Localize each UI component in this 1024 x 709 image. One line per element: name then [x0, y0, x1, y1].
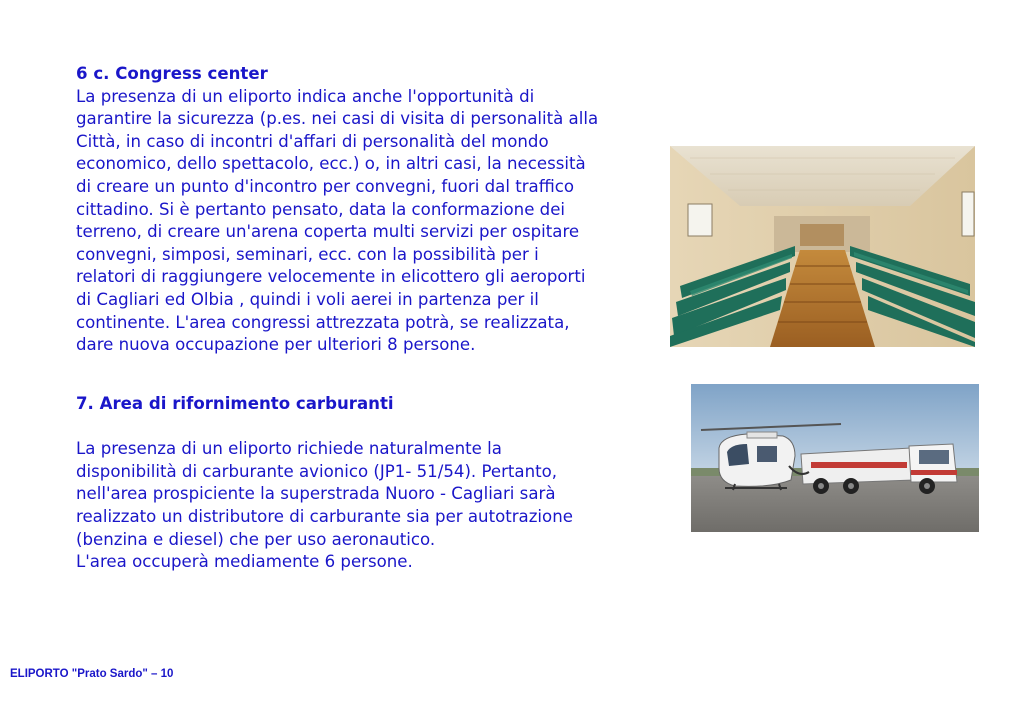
section-text: La presenza di un eliporto richiede naturalmente la disponibilità di carburante avionico (JP1- 51/54). Pertanto, nell'area prospiciente la superstrada Nuoro - Cagliari sarà realizzato un distributore di carburante sia per autotrazione (benzina e diesel) che per uso aeronautico. L'area occuperà mediamente 6 persone. [76, 439, 573, 572]
section-congress-center [76, 63, 672, 357]
helicopter-refueling-photo [691, 384, 979, 532]
section-heading: 6 c. Congress center [76, 64, 268, 83]
page-footer: ELIPORTO "Prato Sardo" – 10 [10, 668, 174, 680]
section-heading: 7. Area di rifornimento carburanti [76, 394, 394, 413]
section-fuel-area [76, 393, 676, 574]
spacer [76, 416, 676, 439]
section-text: La presenza di un eliporto indica anche l'opportunità di garantire la sicurezza (p.es. nei casi di visita di personalità alla Città, in caso di incontri d'affari di personalità del mondo economico, dello spettacolo, ecc.) o, in altri casi, la necessità di creare un punto d'incontro per convegni, fuori dal traffico cittadino. Si è pertanto pensato, data la conformazione dei terreno, di creare un'arena coperta multi servizi per ospitare convegni, simposi, seminari, ecc. con la possibilità per i relatori di raggiungere velocemente in elicottero gli aeroporti di Cagliari ed Olbia , quindi i voli aerei in partenza per il continente. L'area congressi attrezzata potrà, se realizzata, dare nuova occupazione per ulteriori 8 persone. [76, 86, 599, 355]
conference-hall-photo [670, 146, 975, 347]
